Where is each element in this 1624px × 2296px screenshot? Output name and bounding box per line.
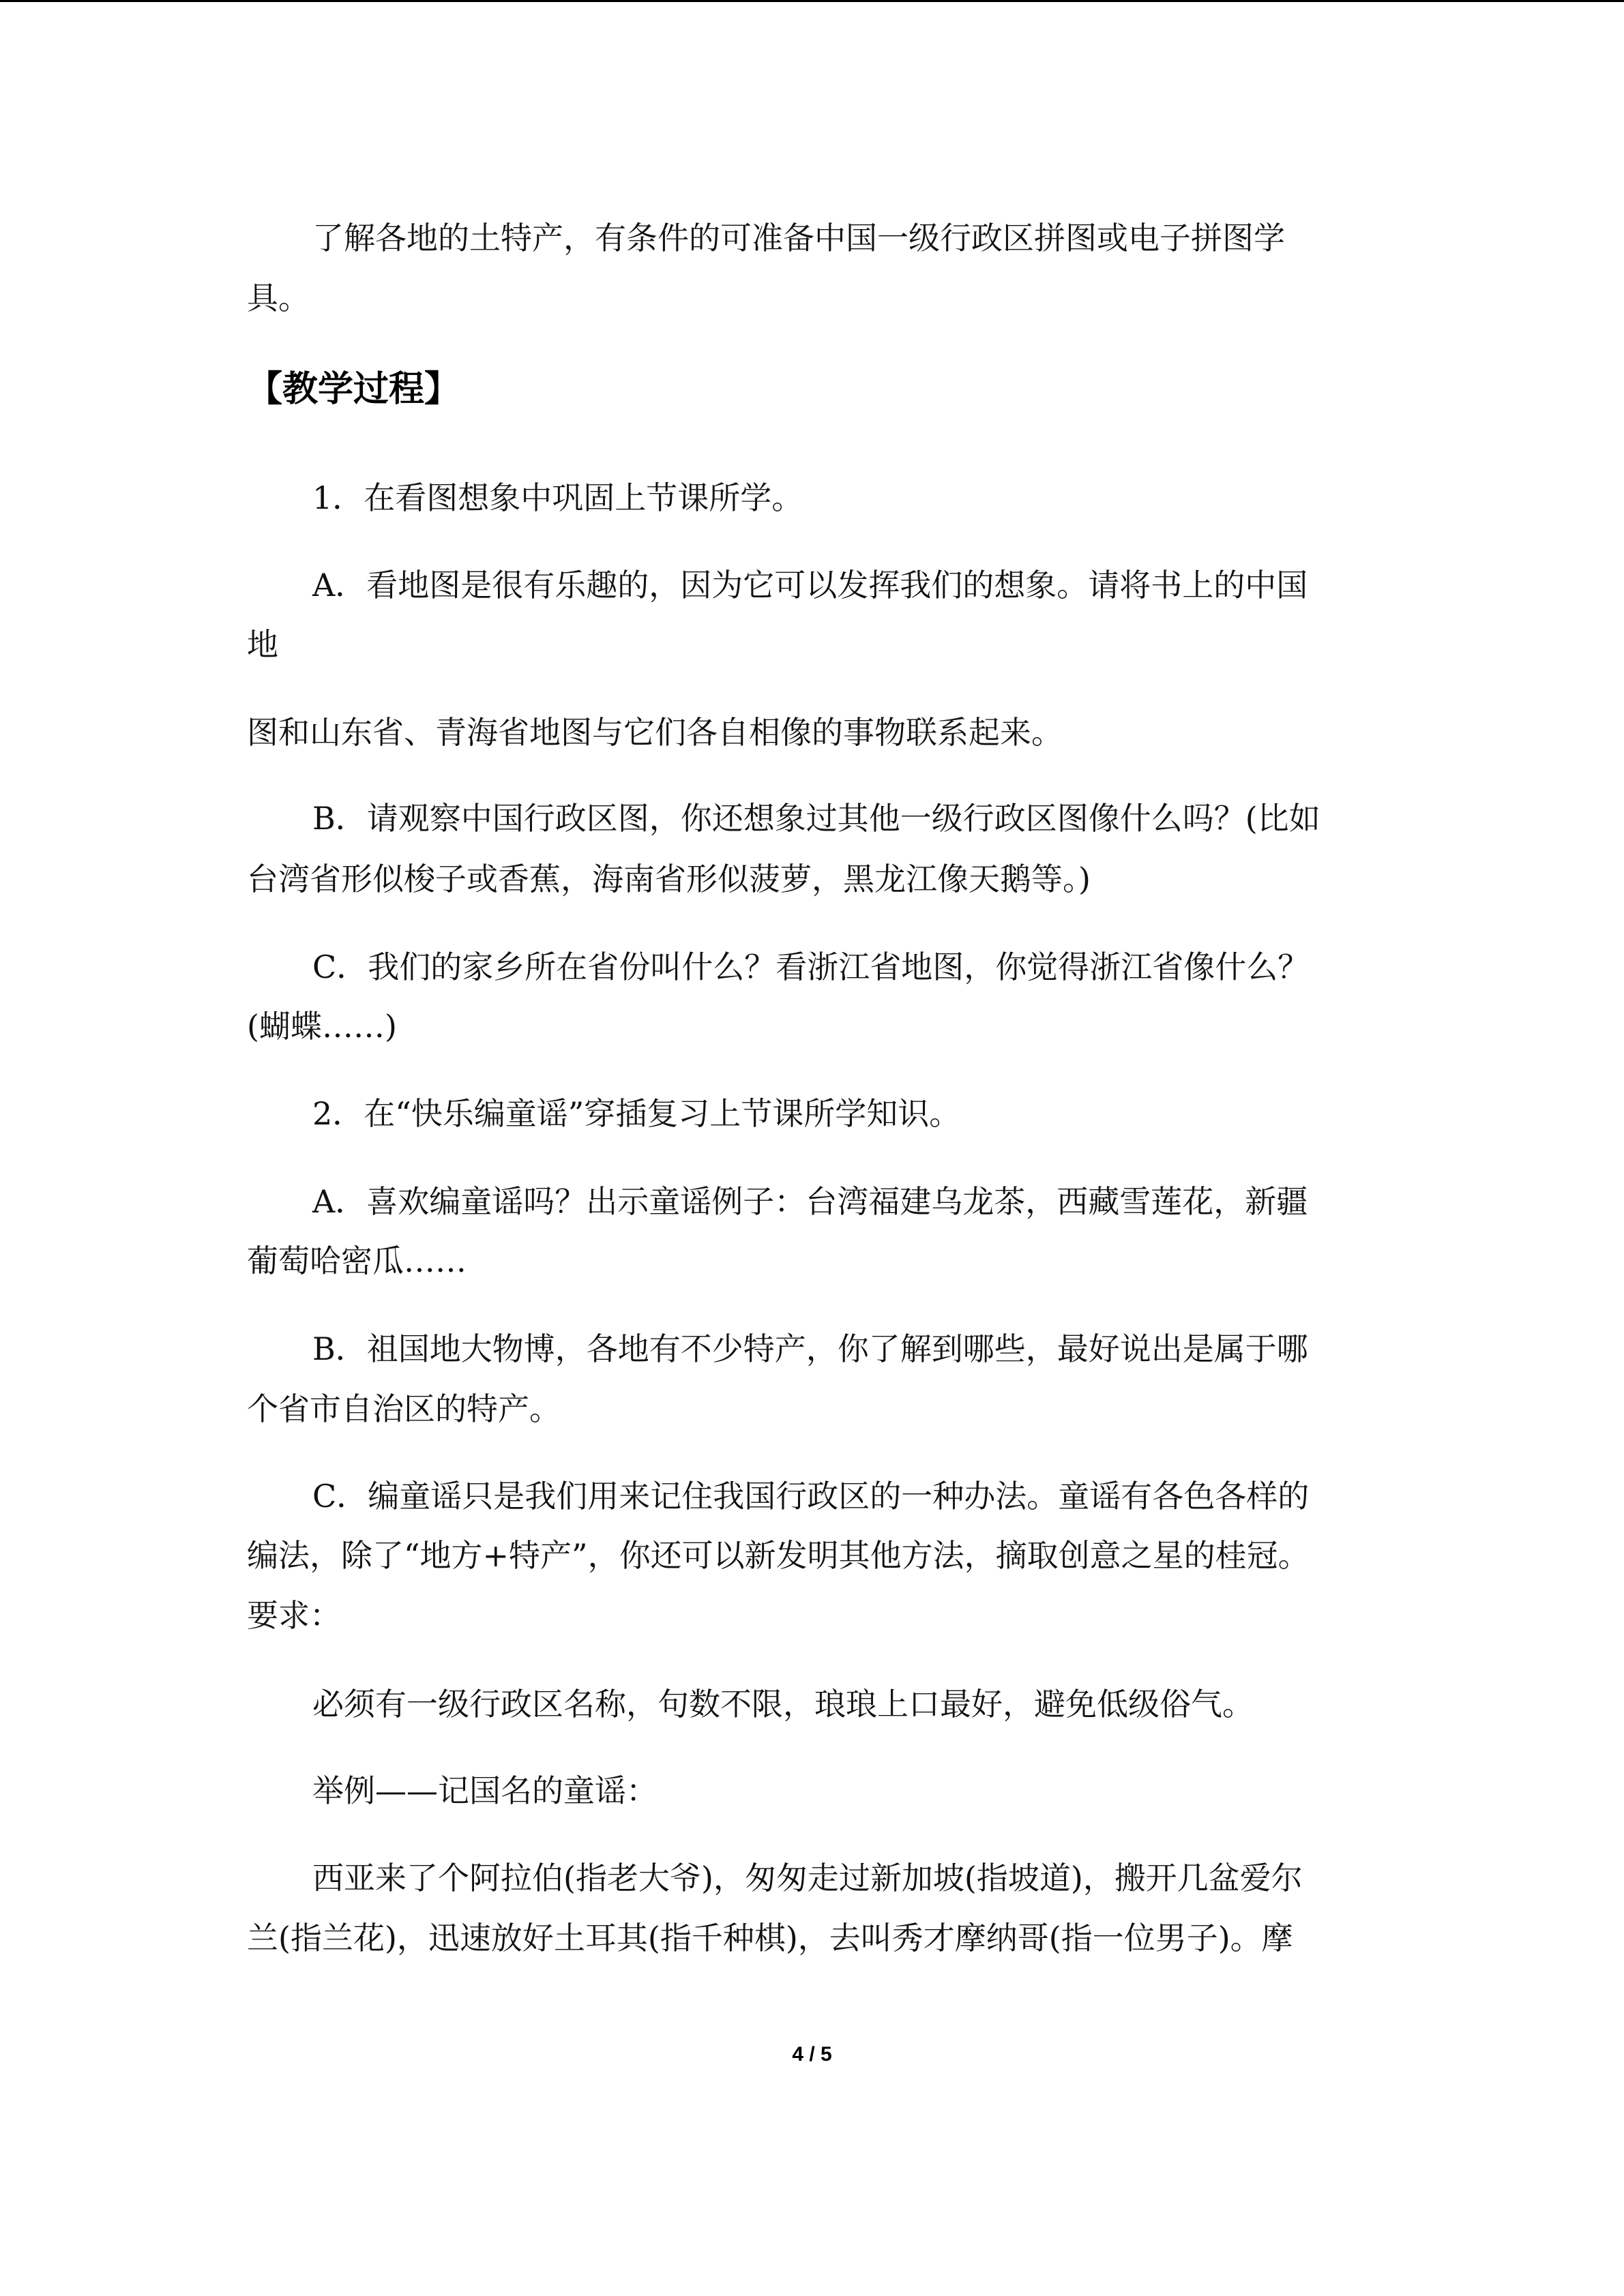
step-2c-line-2: 编法，除了“地方+特产”，你还可以新发明其他方法，摘取创意之星的桂冠。 (247, 1537, 1310, 1574)
example-line-2: 兰(指兰花)，迅速放好土耳其(指千种棋)，去叫秀才摩纳哥(指一位男子)。摩 (247, 1920, 1293, 1956)
intro-paragraph-line-2: 具。 (247, 280, 310, 316)
section-heading-teaching-process: 【教学过程】 (247, 369, 460, 410)
step-1a-line-2: 地 (247, 626, 278, 663)
step-1a-line-3: 图和山东省、青海省地图与它们各自相像的事物联系起来。 (247, 714, 1063, 751)
step-1c-line-1: C．我们的家乡所在省份叫什么？看浙江省地图，你觉得浙江省像什么？ (312, 949, 1310, 985)
step-2a-line-1: A．喜欢编童谣吗？出示童谣例子：台湾福建乌龙茶，西藏雪莲花，新疆 (312, 1183, 1308, 1220)
page-number: 4 / 5 (792, 2043, 832, 2066)
example-line-1: 西亚来了个阿拉伯(指老大爷)，匆匆走过新加坡(指坡道)，搬开几盆爱尔 (312, 1860, 1303, 1896)
intro-paragraph-line-1: 了解各地的土特产，有条件的可准备中国一级行政区拼图或电子拼图学 (312, 220, 1285, 256)
step-1b-line-1: B．请观察中国行政区图，你还想象过其他一级行政区图像什么吗？(比如 (312, 800, 1320, 837)
requirement-text: 必须有一级行政区名称，句数不限，琅琅上口最好，避免低级俗气。 (312, 1686, 1254, 1723)
step-2-title: 2．在“快乐编童谣”穿插复习上节课所学知识。 (312, 1095, 961, 1132)
step-2a-line-2: 葡萄哈密瓜…… (247, 1242, 467, 1279)
step-1-title: 1．在看图想象中巩固上节课所学。 (312, 479, 803, 516)
step-2b-line-1: B．祖国地大物博，各地有不少特产，你了解到哪些，最好说出是属于哪 (312, 1330, 1308, 1367)
step-2c-line-1: C．编童谣只是我们用来记住我国行政区的一种办法。童谣有各色各样的 (312, 1478, 1310, 1515)
example-title: 举例——记国名的童谣： (312, 1772, 658, 1809)
step-1b-line-2: 台湾省形似梭子或香蕉，海南省形似菠萝，黑龙江像天鹅等。) (247, 861, 1091, 897)
step-2b-line-2: 个省市自治区的特产。 (247, 1390, 561, 1427)
step-2c-line-3: 要求： (247, 1597, 341, 1634)
step-1a-line-1: A．看地图是很有乐趣的，因为它可以发挥我们的想象。请将书上的中国 (312, 567, 1308, 603)
step-1c-line-2: (蝴蝶……) (247, 1008, 397, 1045)
